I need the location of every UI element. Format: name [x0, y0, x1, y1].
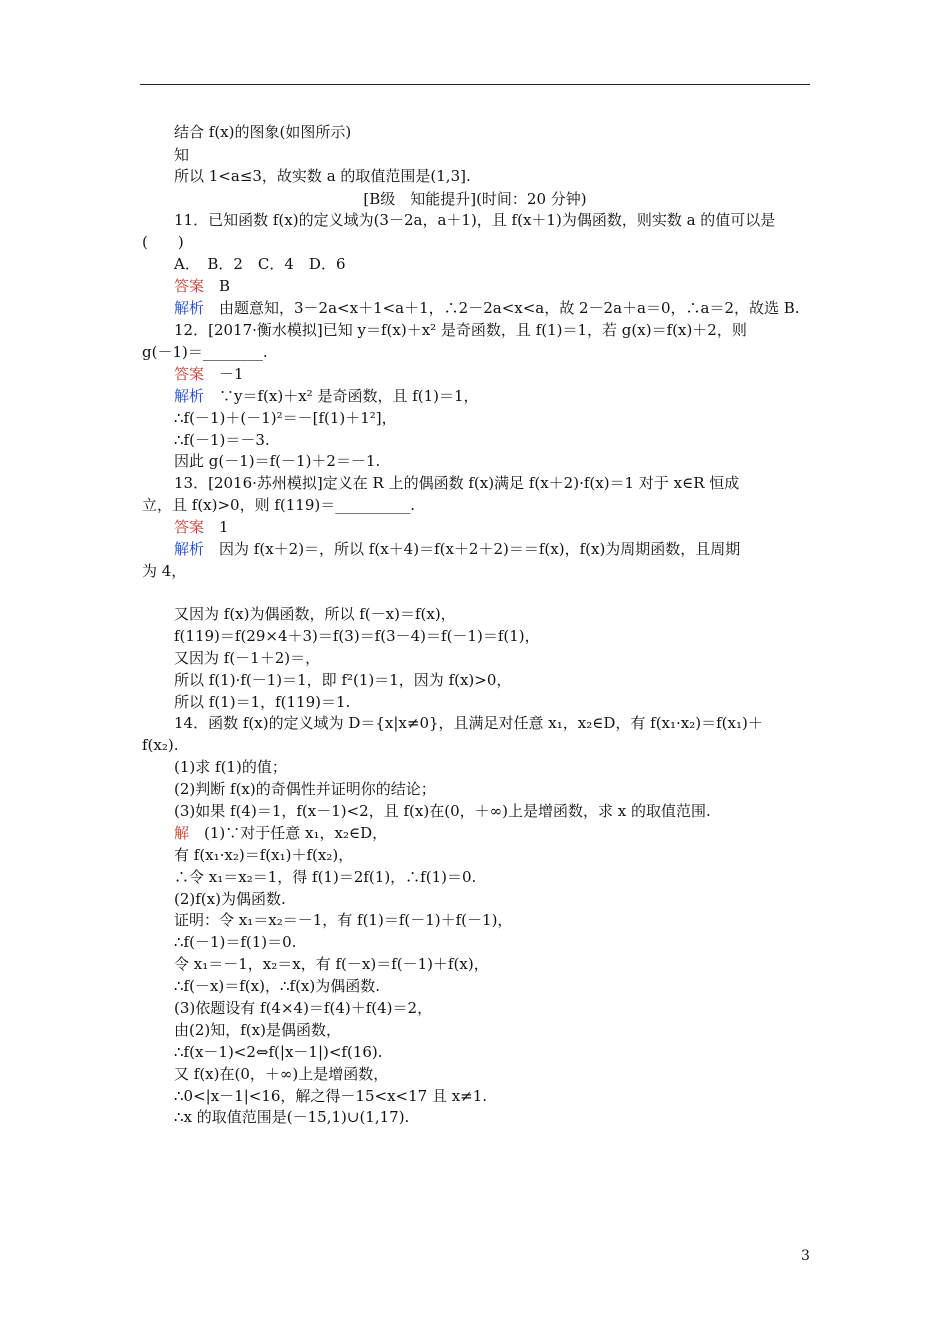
text-line: 因此 g(－1)＝f(－1)＋2＝－1. [174, 452, 381, 470]
question-line: 立，且 f(x)>0，则 f(119)＝__________. [142, 496, 416, 514]
text-line: ∴f(x－1)<2⇔f(|x－1|)<f(16). [174, 1043, 383, 1061]
text-line: (2)f(x)为偶函数. [174, 890, 286, 908]
answer-line: 答案 1 [174, 518, 229, 536]
text-line: 令 x₁＝－1，x₂＝x，有 f(－x)＝f(－1)＋f(x)， [174, 955, 489, 973]
question-line: ( ) [142, 233, 184, 251]
solution-line: 解 (1)∵对于任意 x₁，x₂∈D， [174, 824, 388, 842]
section-heading: [B级 知能提升](时间：20 分钟) [363, 190, 587, 208]
analysis-label: 解析 [174, 387, 205, 405]
text-line: 所以 f(1)＝1，f(119)＝1. [174, 693, 351, 711]
question-line: 11．已知函数 f(x)的定义域为(3－2a，a＋1)，且 f(x＋1)为偶函数，则实数 a 的值可以是 [174, 211, 776, 229]
text-line: 为 4， [142, 562, 187, 580]
analysis-line: 解析 ∵y＝f(x)＋x² 是奇函数，且 f(1)＝1， [174, 387, 479, 405]
answer-line: 答案 B [174, 277, 231, 295]
analysis-label: 解析 [174, 299, 205, 317]
choices-line: A． B．2 C．4 D．6 [174, 255, 346, 273]
text-line: ∴f(－1)＝－3. [174, 431, 270, 449]
answer-label: 答案 [174, 518, 205, 536]
analysis-line: 解析 由题意知，3－2a<x＋1<a＋1，∴2－2a<x<a，故 2－2a＋a＝0，∴a＝2，故选 B. [174, 299, 800, 317]
text-line: (1)求 f(1)的值； [174, 758, 287, 776]
text-line: 所以 f(1)·f(－1)＝1，即 f²(1)＝1，因为 f(x)>0， [174, 671, 512, 689]
text-line: ∴0<|x－1|<16，解之得－15<x<17 且 x≠1. [174, 1087, 488, 1105]
page-number: 3 [801, 1248, 810, 1264]
header-rule [140, 84, 810, 85]
analysis-line: 解析 因为 f(x＋2)＝，所以 f(x＋4)＝f(x＋2＋2)＝＝f(x)，f(x)为周期函数，且周期 [174, 540, 741, 558]
question-line: 12．[2017·衡水模拟]已知 y＝f(x)＋x² 是奇函数，且 f(1)＝1，若 g(x)＝f(x)＋2，则 [174, 321, 747, 339]
answer-line: 答案 －1 [174, 365, 244, 383]
text-line: f(119)＝f(29×4＋3)＝f(3)＝f(3－4)＝f(－1)＝f(1)， [174, 627, 540, 645]
question-line: f(x₂). [142, 736, 179, 754]
answer-label: 答案 [174, 277, 205, 295]
text-line: ∴f(－x)＝f(x)，∴f(x)为偶函数. [174, 977, 381, 995]
text-line: 又因为 f(－1＋2)＝， [174, 649, 321, 667]
answer-label: 答案 [174, 365, 205, 383]
question-line: 14．函数 f(x)的定义域为 D＝{x|x≠0}，且满足对任意 x₁，x₂∈D，有 f(x₁·x₂)＝f(x₁)＋ [174, 714, 763, 732]
text-line: 由(2)知，f(x)是偶函数， [174, 1021, 341, 1039]
text-line: (3)如果 f(4)＝1，f(x－1)<2，且 f(x)在(0，＋∞)上是增函数，求 x 的取值范围. [174, 802, 711, 820]
text-line: 所以 1<a≤3，故实数 a 的取值范围是(1,3]. [174, 167, 471, 185]
text-line: 结合 f(x)的图象(如图所示) [174, 123, 352, 141]
question-line: 13．[2016·苏州模拟]定义在 R 上的偶函数 f(x)满足 f(x＋2)·f(x)＝1 对于 x∈R 恒成 [174, 474, 740, 492]
text-line: ∴x 的取值范围是(－15,1)∪(1,17). [174, 1108, 410, 1126]
text-line: (2)判断 f(x)的奇偶性并证明你的结论； [174, 780, 436, 798]
solution-label: 解 [174, 824, 190, 842]
analysis-label: 解析 [174, 540, 205, 558]
text-line: 知 [174, 146, 190, 164]
text-line: ∴令 x₁＝x₂＝1，得 f(1)＝2f(1)，∴f(1)＝0. [174, 868, 477, 886]
text-line: 有 f(x₁·x₂)＝f(x₁)＋f(x₂)， [174, 846, 354, 864]
text-line: ∴f(－1)＋(－1)²＝－[f(1)＋1²]， [174, 409, 397, 427]
text-line: (3)依题设有 f(4×4)＝f(4)＋f(4)＝2， [174, 999, 433, 1017]
question-line: g(－1)＝________. [142, 343, 268, 361]
text-line: 又因为 f(x)为偶函数，所以 f(－x)＝f(x)， [174, 605, 456, 623]
text-line: 证明：令 x₁＝x₂＝－1，有 f(1)＝f(－1)＋f(－1)， [174, 911, 513, 929]
text-line: ∴f(－1)＝f(1)＝0. [174, 933, 297, 951]
text-line: 又 f(x)在(0，＋∞)上是增函数， [174, 1065, 389, 1083]
